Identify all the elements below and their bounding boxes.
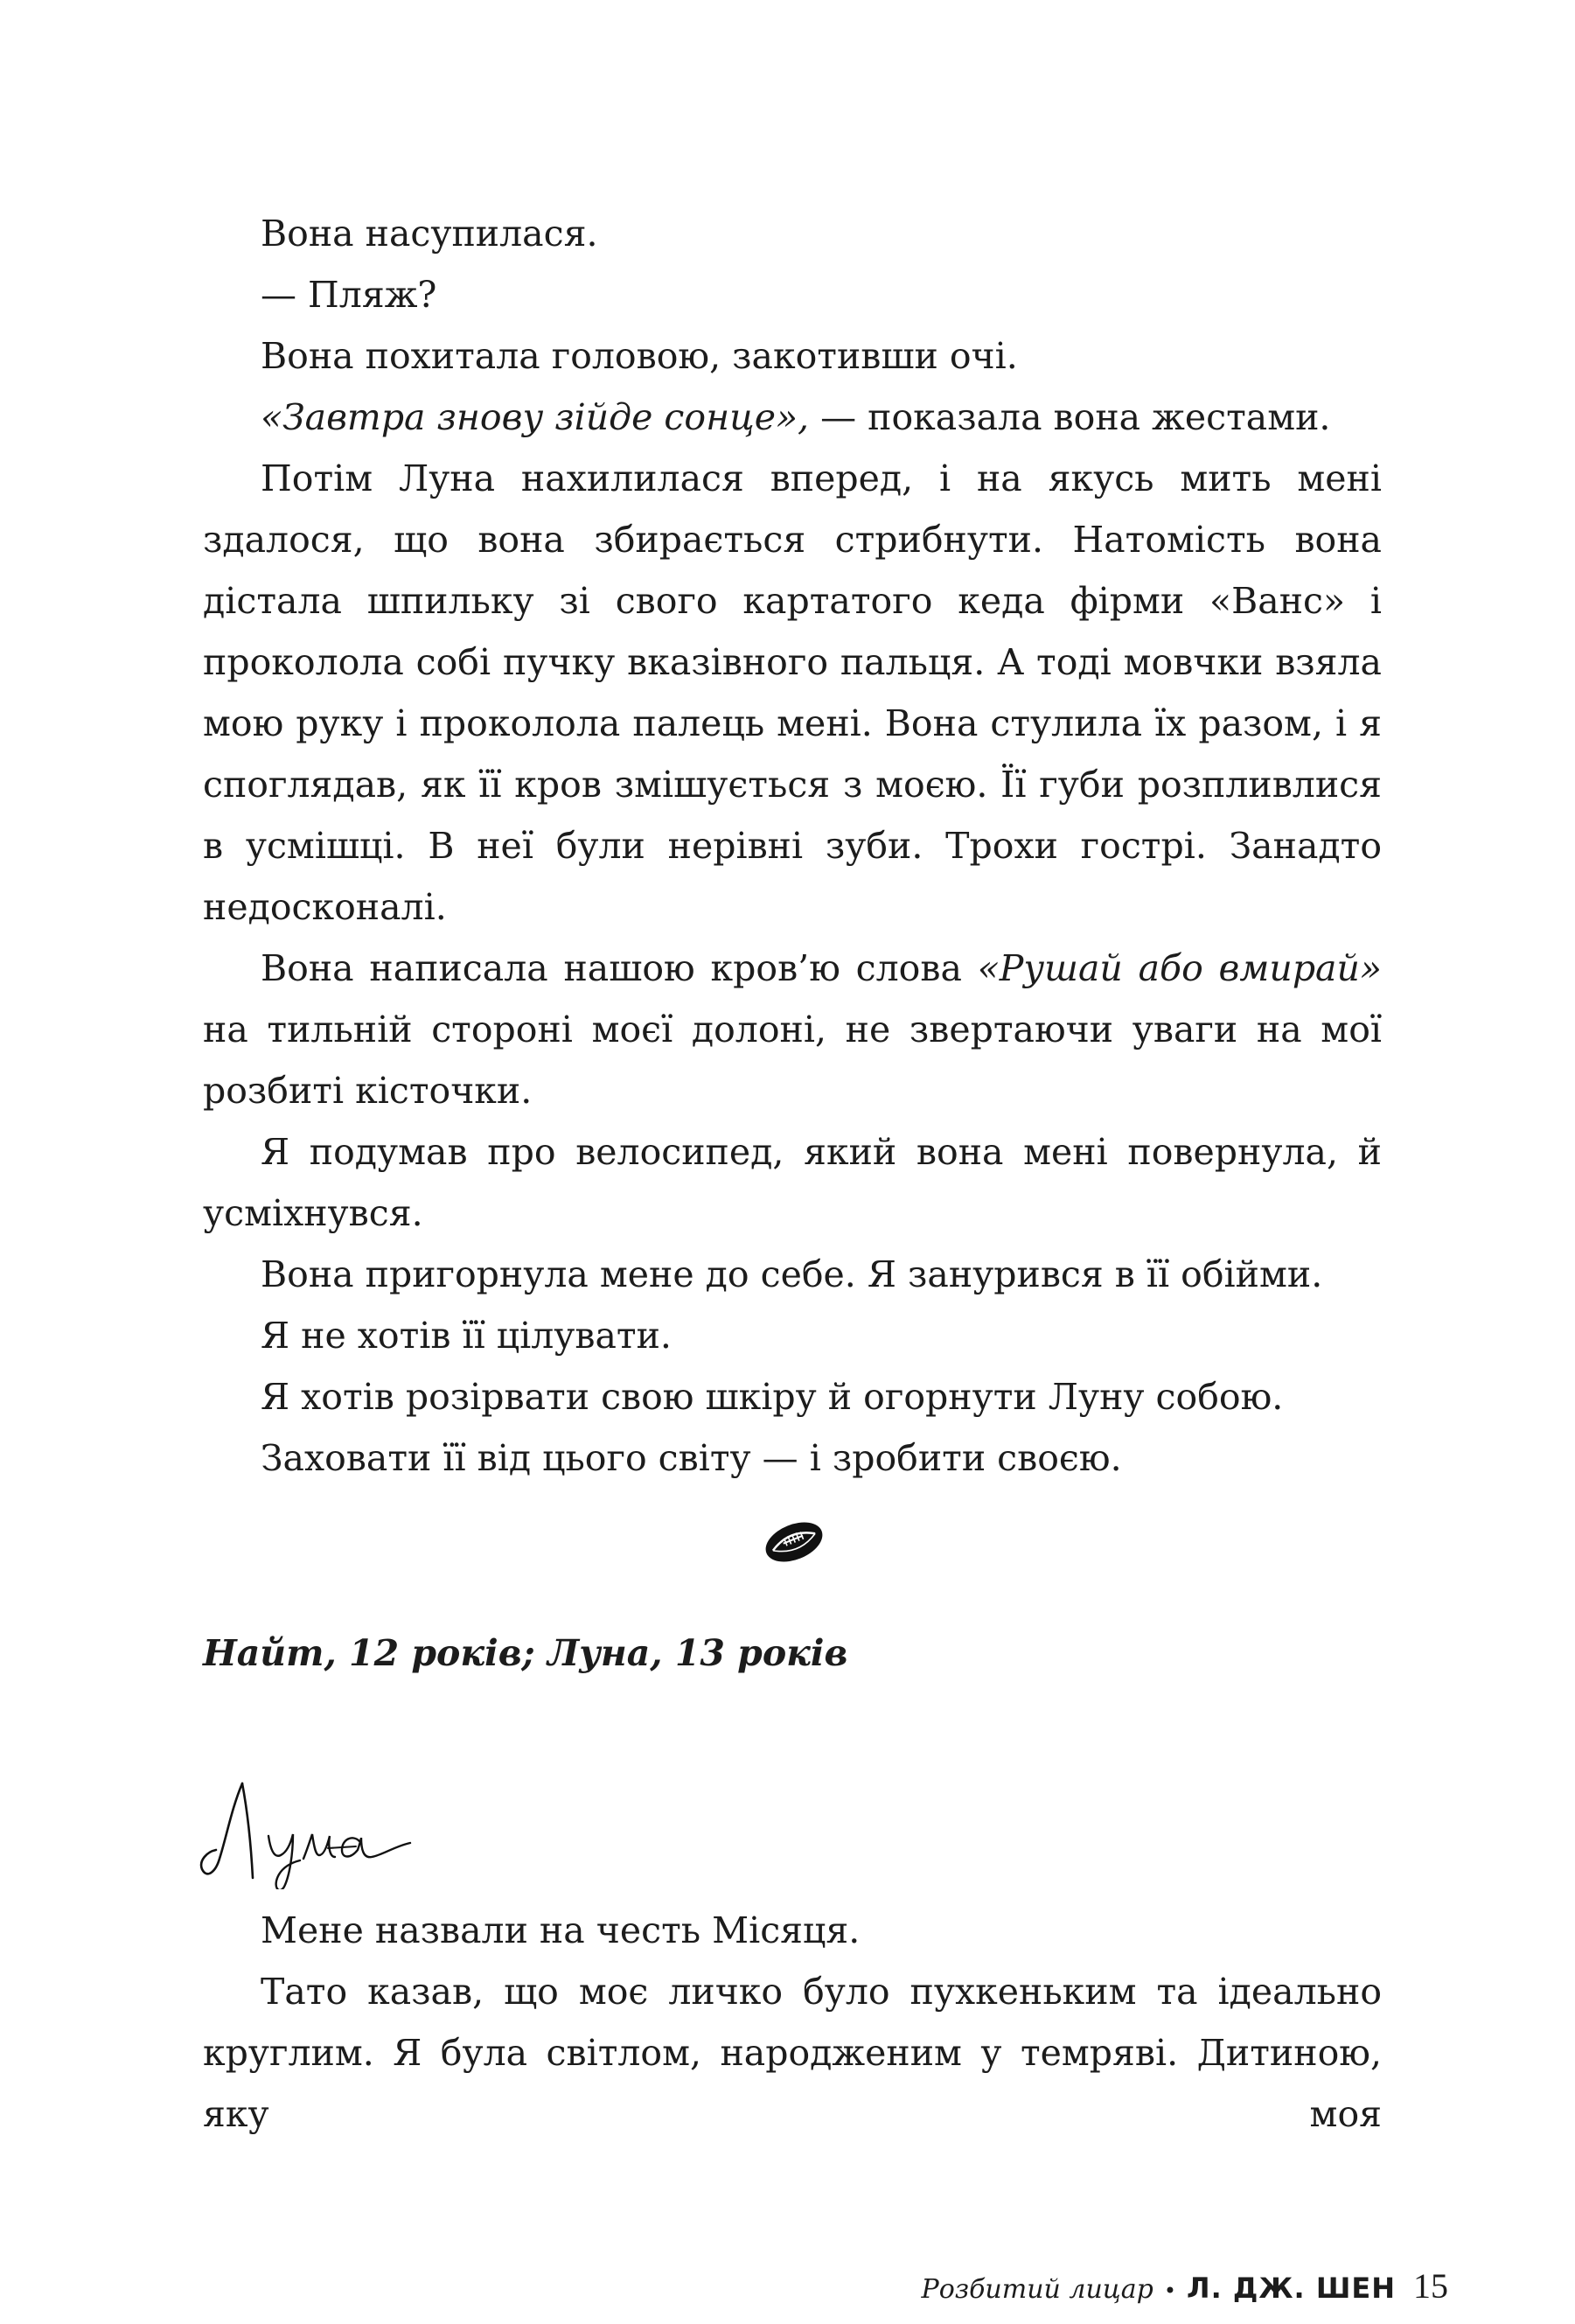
paragraph: Тато казав, що моє личко було пухкеньким та ідеально круглим. Я була світлом, народженим у темряві. Дитиною, яку моя — [203, 1971, 1382, 2135]
paragraph: Я хотів розірвати свою шкіру й огорнути Луну собою. — [261, 1376, 1284, 1418]
pov-signature — [197, 1771, 415, 1889]
sign-language-quote: «Завтра знову зійде сонце», — [261, 396, 810, 438]
book-title: Розбитий лицар — [921, 2274, 1153, 2305]
paragraph: Мене назвали на честь Місяця. — [261, 1909, 861, 1951]
paragraph-text: Вона написала нашою кров’ю слова — [261, 947, 978, 989]
paragraph: Потім Луна нахилилася вперед, і на якусь мить мені здалося, що вона збирається стрибнути. Натомість вона дістала шпильку зі свого картатого кеда фірми «Ванс» і проколола собі пучку вказівного пальця. А тоді мовчки взяла мою руку і проколола палець мені. Вона стулила їх разом, і я споглядав, як її кров змішується з моєю. Її губи розпливлися в усмішці. В неї були нерівні зуби. Трохи гострі. Занадто недосконалі. — [203, 457, 1382, 928]
paragraph: — Пляж? — [261, 274, 437, 316]
paragraph — [203, 387, 1382, 448]
footer-separator: • — [1163, 2279, 1176, 2303]
paragraph: Я не хотів її цілувати. — [261, 1315, 672, 1357]
paragraph: Заховати її від цього світу — і зробити своєю. — [261, 1437, 1122, 1479]
author-name: Л. ДЖ. ШЕН — [1186, 2272, 1396, 2305]
chapter-text-block — [203, 203, 1382, 1489]
paragraph: Вона пригорнула мене до себе. Я занурився в її обійми. — [261, 1253, 1323, 1295]
paragraph: Вона насупилася. — [261, 213, 598, 255]
page-number: 15 — [1413, 2266, 1448, 2306]
paragraph: Вона похитала головою, закотивши очі. — [261, 335, 1018, 377]
chapter-text-block — [203, 1900, 1382, 2145]
paragraph-text: — показала вона жестами. — [809, 396, 1331, 438]
blood-words-quote: «Рушай або вмирай» — [977, 947, 1382, 989]
paragraph-text: на тильній стороні моєї долоні, не звертаючи уваги на мої розбиті кісточки. — [203, 1008, 1382, 1112]
page-footer — [922, 2265, 1448, 2309]
paragraph: Я подумав про велосипед, який вона мені повернула, й усміхнувся. — [203, 1131, 1382, 1234]
section-heading: Найт, 12 років; Луна, 13 років — [203, 1632, 848, 1674]
paragraph — [203, 938, 1382, 1121]
football-icon — [759, 1516, 829, 1568]
